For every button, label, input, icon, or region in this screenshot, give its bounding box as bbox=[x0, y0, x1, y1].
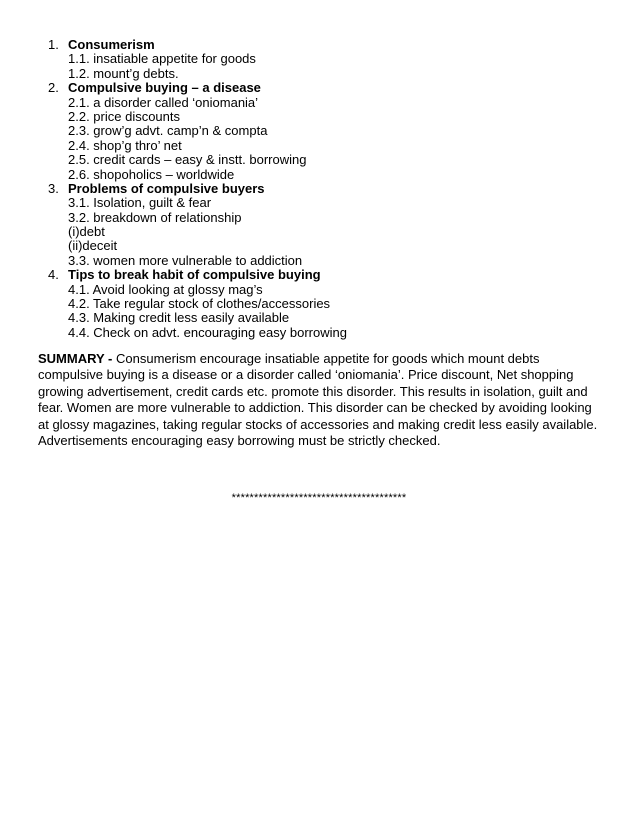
outline-item-row bbox=[0, 311, 638, 325]
outline-item-row bbox=[0, 67, 638, 81]
asterisk-divider: *************************************** bbox=[231, 492, 407, 504]
outline-item: 2.5. credit cards – easy & instt. borrowing bbox=[68, 152, 307, 168]
outline-item: 3.1. Isolation, guilt & fear bbox=[68, 195, 212, 211]
outline-item-row bbox=[0, 283, 638, 297]
outline-item: 4.4. Check on advt. encouraging easy borrowing bbox=[68, 324, 347, 340]
outline-item-row bbox=[0, 239, 638, 253]
outline-item: 2.6. shopoholics – worldwide bbox=[68, 166, 235, 182]
outline-item-row bbox=[0, 326, 638, 340]
outline-item: 4.2. Take regular stock of clothes/accessories bbox=[68, 296, 331, 312]
outline-item: 2.1. a disorder called ‘oniomania’ bbox=[68, 94, 259, 110]
section-number: 4. bbox=[48, 267, 59, 283]
section-number: 3. bbox=[48, 180, 59, 196]
section-heading-row bbox=[0, 268, 638, 282]
outline-item: 2.2. price discounts bbox=[68, 108, 181, 124]
section-number: 2. bbox=[48, 80, 59, 96]
section-heading: Tips to break habit of compulsive buying bbox=[68, 267, 321, 283]
summary-text: Consumerism encourage insatiable appetite for goods which mount debts compulsive buying is a disease or a disorder called ‘oniomania’. Price discount, Net shopping growing advertisement, credit cards etc. promote this disorder. This results in isolation, guilt and fear. Women are more vulnerable to addiction. This disorder can be checked by avoiding looking at glossy magazines, taking regular stocks of accessories and making credit less easily available. Advertisements encouraging easy borrowing must be strictly checked. bbox=[38, 351, 598, 449]
outline-item-row bbox=[0, 96, 638, 110]
section-heading: Problems of compulsive buyers bbox=[68, 180, 265, 196]
section-heading: Consumerism bbox=[68, 37, 155, 52]
outline-item-row bbox=[0, 124, 638, 138]
outline-item: 1.1. insatiable appetite for goods bbox=[68, 51, 256, 67]
outline-item: (ii)deceit bbox=[68, 238, 118, 254]
outline-item: 3.3. women more vulnerable to addiction bbox=[68, 252, 303, 268]
outline-item-row bbox=[0, 52, 638, 66]
outline-item-row bbox=[0, 254, 638, 268]
outline-item-row bbox=[0, 225, 638, 239]
outline-item: 2.3. grow’g advt. camp’n & compta bbox=[68, 123, 268, 139]
section-heading: Compulsive buying – a disease bbox=[68, 80, 261, 96]
section-heading-row bbox=[0, 182, 638, 196]
summary-label: SUMMARY - bbox=[38, 351, 113, 366]
outline-item-row bbox=[0, 153, 638, 167]
outline-item: 3.2. breakdown of relationship bbox=[68, 209, 242, 225]
outline-item: (i)debt bbox=[68, 224, 105, 240]
outline-item-row bbox=[0, 168, 638, 182]
outline-item: 4.3. Making credit less easily available bbox=[68, 310, 290, 326]
outline-item: 2.4. shop’g thro’ net bbox=[68, 137, 182, 153]
section-heading-row bbox=[0, 38, 638, 52]
section-heading-row bbox=[0, 81, 638, 95]
outline-item: 4.1. Avoid looking at glossy mag’s bbox=[68, 281, 263, 297]
outline-item-row bbox=[0, 110, 638, 124]
outline-list bbox=[0, 38, 638, 340]
outline-item-row bbox=[0, 211, 638, 225]
outline-item-row bbox=[0, 297, 638, 311]
outline-item-row bbox=[0, 139, 638, 153]
section-number: 1. bbox=[48, 37, 59, 52]
outline-item: 1.2. mount’g debts. bbox=[68, 65, 179, 81]
summary-paragraph bbox=[38, 351, 606, 449]
outline-item-row bbox=[0, 196, 638, 210]
